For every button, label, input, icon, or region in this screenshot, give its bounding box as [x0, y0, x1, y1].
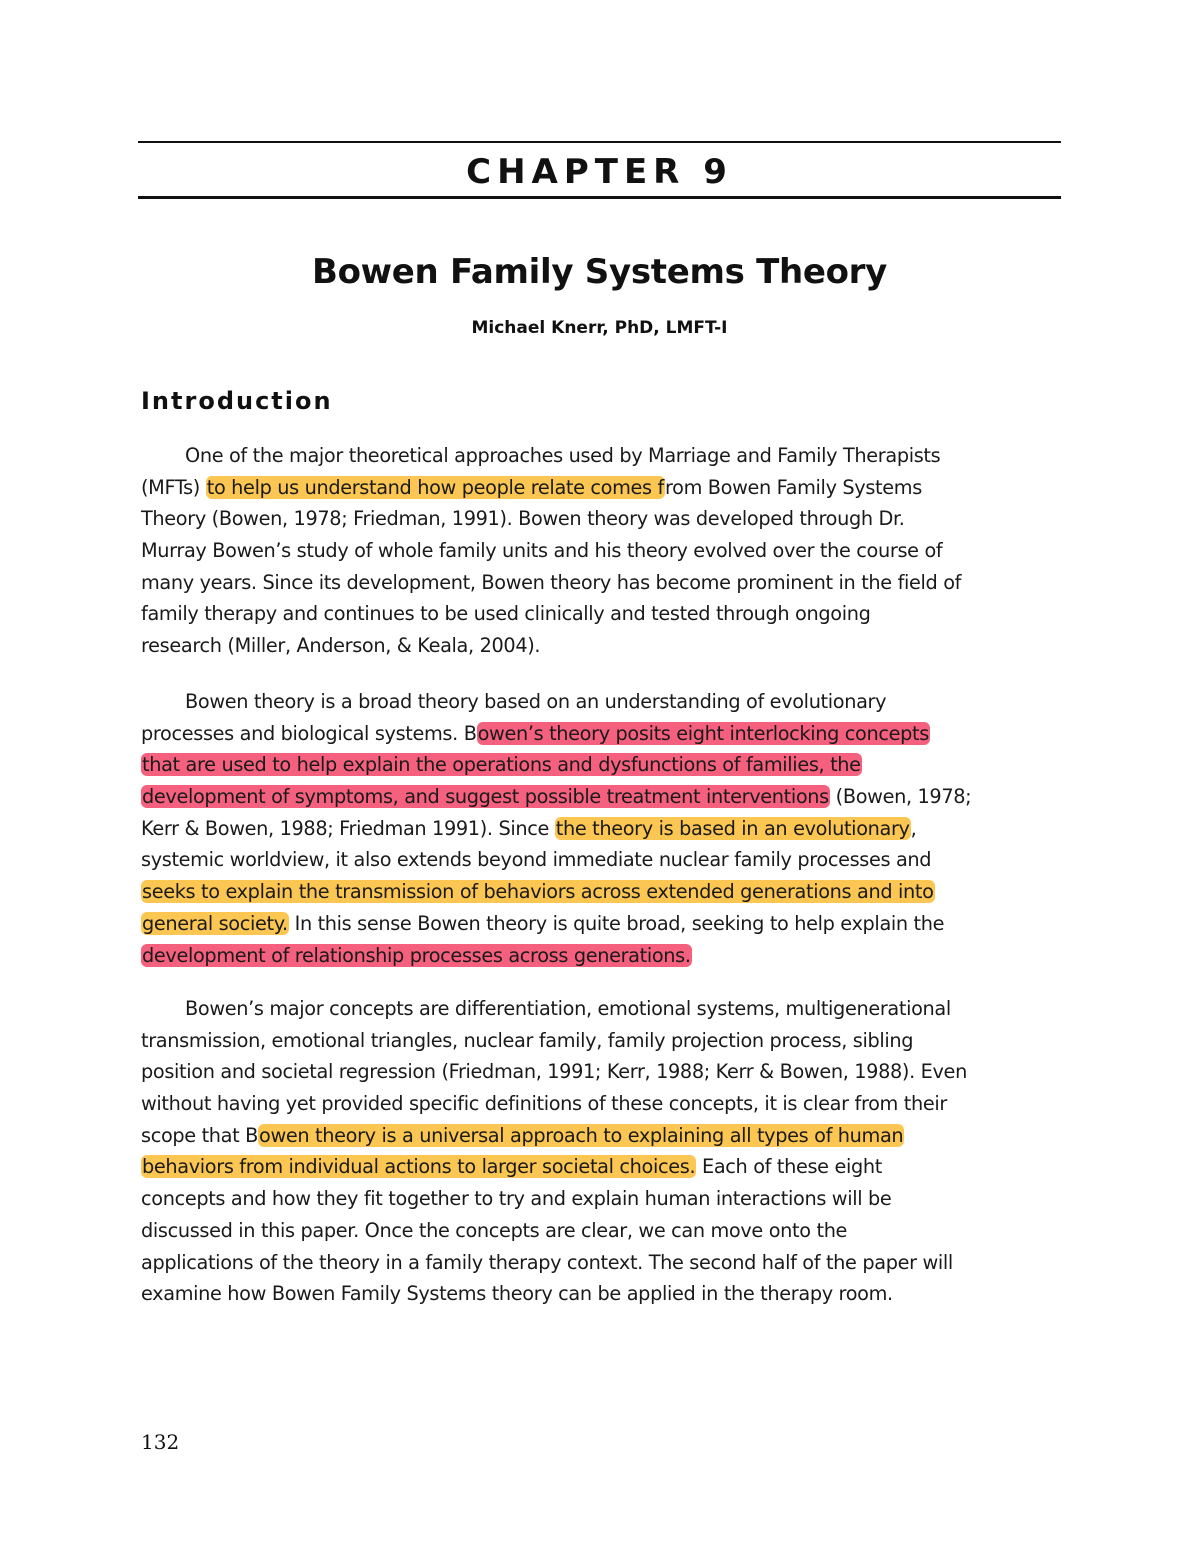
paragraph-2	[141, 686, 1066, 971]
text-span: One of the major theoretical approaches used by Marriage and Family Therapists	[185, 444, 941, 467]
text-line: discussed in this paper. Once the concepts are clear, we can move onto the	[141, 1218, 848, 1242]
text-span: rom Bowen Family Systems	[664, 475, 922, 499]
chapter-label: CHAPTER 9	[466, 152, 733, 192]
highlight-pink[interactable]: development of relationship processes across generations.	[142, 943, 691, 967]
highlight-yellow[interactable]: to help us understand how people relate comes f	[206, 475, 664, 499]
text-line	[141, 876, 1066, 908]
text-line	[141, 440, 1066, 472]
text-span: processes and biological systems. B	[141, 721, 477, 745]
highlight-yellow[interactable]: behaviors from individual actions to larger societal choices.	[142, 1155, 696, 1179]
text-line: research (Miller, Anderson, & Keala, 2004).	[141, 634, 541, 658]
text-line: family therapy and continues to be used clinically and tested through ongoing	[141, 602, 871, 626]
page-title: Bowen Family Systems Theory	[311, 252, 888, 292]
text-line	[141, 940, 1066, 972]
text-line: transmission, emotional triangles, nuclear family, family projection process, sibling	[141, 1028, 914, 1052]
text-line: Theory (Bowen, 1978; Friedman, 1991). Bowen theory was developed through Dr.	[141, 507, 905, 531]
text-span: Each of these eight	[702, 1155, 882, 1179]
paragraph-3	[141, 993, 1066, 1310]
highlight-yellow[interactable]: owen theory is a universal approach to explaining all types of human	[259, 1123, 904, 1147]
author-line: Michael Knerr, PhD, LMFT-I	[471, 318, 728, 338]
highlight-pink[interactable]: that are used to help explain the operations and dysfunctions of families, the	[142, 753, 861, 777]
text-line	[141, 1120, 1066, 1152]
text-line: applications of the theory in a family therapy context. The second half of the paper will	[141, 1250, 953, 1274]
text-line: examine how Bowen Family Systems theory can be applied in the therapy room.	[141, 1282, 893, 1306]
section-heading: Introduction	[141, 387, 333, 415]
paragraph-1	[141, 440, 1066, 662]
highlight-yellow[interactable]: general society.	[142, 911, 288, 935]
text-line: systemic worldview, it also extends beyond immediate nuclear family processes and	[141, 848, 932, 872]
text-line	[141, 813, 1066, 845]
highlight-yellow[interactable]: seeks to explain the transmission of behaviors across extended generations and into	[142, 880, 934, 904]
text-line	[141, 718, 1066, 750]
text-span: In this sense Bowen theory is quite broad, seeking to help explain the	[294, 911, 945, 935]
chapter-rule-top	[138, 141, 1061, 143]
text-line: Murray Bowen’s study of whole family units and his theory evolved over the course of	[141, 539, 943, 563]
text-line	[141, 781, 1066, 813]
text-span: scope that B	[141, 1123, 258, 1147]
text-line	[141, 908, 1066, 940]
text-line: position and societal regression (Friedman, 1991; Kerr, 1988; Kerr & Bowen, 1988). Even	[141, 1060, 967, 1084]
text-span: (MFTs)	[141, 475, 200, 499]
text-span: ,	[910, 816, 917, 840]
chapter-rule-bottom	[138, 196, 1061, 199]
text-line	[141, 1151, 1066, 1183]
text-line: concepts and how they fit together to try and explain human interactions will be	[141, 1187, 892, 1211]
text-span: (Bowen, 1978;	[835, 785, 972, 809]
text-line: Bowen theory is a broad theory based on an understanding of evolutionary	[185, 690, 887, 713]
highlight-pink[interactable]: development of symptoms, and suggest possible treatment interventions	[142, 785, 829, 809]
text-line: Bowen’s major concepts are differentiation, emotional systems, multigenerational	[185, 997, 951, 1020]
highlight-pink[interactable]: owen’s theory posits eight interlocking concepts	[477, 721, 929, 745]
text-line: many years. Since its development, Bowen theory has become prominent in the field of	[141, 570, 962, 594]
page-number: 132	[141, 1430, 180, 1454]
text-line: without having yet provided specific definitions of these concepts, it is clear from their	[141, 1092, 947, 1116]
text-span: Kerr & Bowen, 1988; Friedman 1991). Since	[141, 816, 549, 840]
text-line	[141, 749, 1066, 781]
text-line	[141, 472, 1066, 504]
highlight-yellow[interactable]: the theory is based in an evolutionary	[555, 816, 910, 840]
